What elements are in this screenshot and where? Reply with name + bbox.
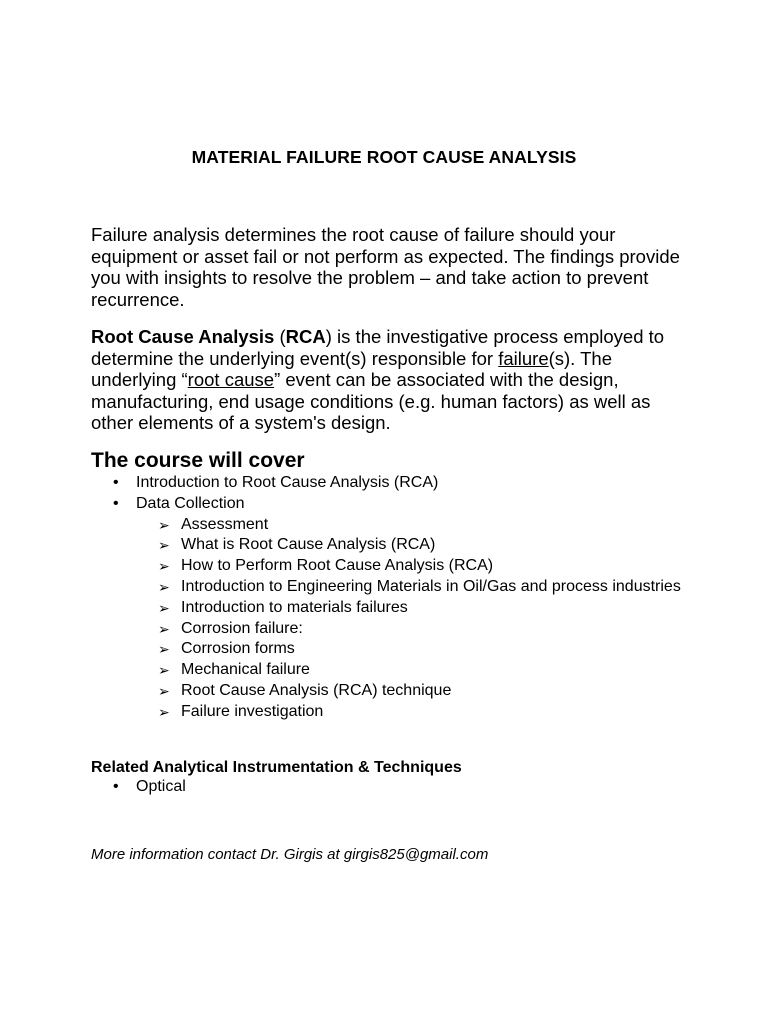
list-item [91,777,186,798]
sub-list-item-label: Assessment [181,515,269,533]
arrow-icon: ➢ [158,662,170,679]
sub-list-item [136,535,691,556]
sub-list-item [136,619,691,640]
arrow-icon: ➢ [158,558,170,575]
sub-list-item-label: Introduction to materials failures [181,598,408,616]
sub-list-item [136,660,691,681]
list-item [91,473,691,494]
root-cause-link[interactable]: root cause [187,369,275,390]
rca-abbreviation: RCA [285,326,326,347]
arrow-icon: ➢ [158,578,170,595]
rca-term: Root Cause Analysis [91,326,275,347]
sub-list-item [136,639,691,660]
arrow-icon: ➢ [158,703,170,720]
sub-list-item-label: Mechanical failure [181,661,310,679]
failure-link[interactable]: failure [498,347,549,369]
sub-list-item-label: Corrosion forms [181,640,295,658]
list-item-label: Data Collection [136,494,245,512]
sub-list-item-label: Root Cause Analysis (RCA) technique [181,681,452,699]
sub-list-item [136,598,691,619]
sub-list-item-label: Corrosion failure: [181,619,303,637]
sub-list-item [136,702,691,723]
list-item-label: Introduction to Root Cause Analysis (RCA) [136,474,439,491]
rca-text-3: ” event can be associated with the design, manufacturing, end usage conditions (e.g. human factors) as well as other elements of a system's design. [91,369,651,433]
course-sub-list [136,515,691,723]
arrow-icon: ➢ [158,599,170,616]
arrow-icon: ➢ [158,537,170,554]
related-heading: Related Analytical Instrumentation & Techniques [91,759,462,776]
sub-list-item-label: How to Perform Root Cause Analysis (RCA) [181,557,494,575]
rca-open-paren: ( [274,326,286,347]
course-heading: The course will cover [91,449,305,472]
list-item-label: Optical [136,778,186,795]
rca-text-1: ) is the investigative process employed to determine the underlying event(s) responsible for [91,326,665,369]
rca-paragraph [91,326,691,434]
sub-list-item-label: Failure investigation [181,702,324,720]
intro-paragraph: Failure analysis determines the root cause of failure should your equipment or asset fail or not perform as expected. The findings provide you with insights to resolve the problem – and take action to prevent recurrence. [91,224,680,310]
bullet-icon: • [113,494,119,512]
course-bullet-list [91,473,691,723]
related-bullet-list [91,777,186,798]
sub-list-item [136,556,691,577]
sub-list-item-label: What is Root Cause Analysis (RCA) [181,536,436,554]
bullet-icon: • [113,474,119,491]
document-title: MATERIAL FAILURE ROOT CAUSE ANALYSIS [191,147,577,167]
arrow-icon: ➢ [158,516,170,533]
arrow-icon: ➢ [158,641,170,658]
bullet-icon: • [113,778,119,795]
sub-list-item [136,577,691,598]
rca-text-2: (s). The underlying “ [91,347,613,390]
contact-info: More information contact Dr. Girgis at girgis825@gmail.com [91,846,489,863]
sub-list-item [136,681,691,702]
list-item [91,494,691,723]
sub-list-item [136,515,691,536]
arrow-icon: ➢ [158,620,170,637]
sub-list-item-label: Introduction to Engineering Materials in Oil/Gas and process industries [181,577,681,595]
arrow-icon: ➢ [158,682,170,699]
